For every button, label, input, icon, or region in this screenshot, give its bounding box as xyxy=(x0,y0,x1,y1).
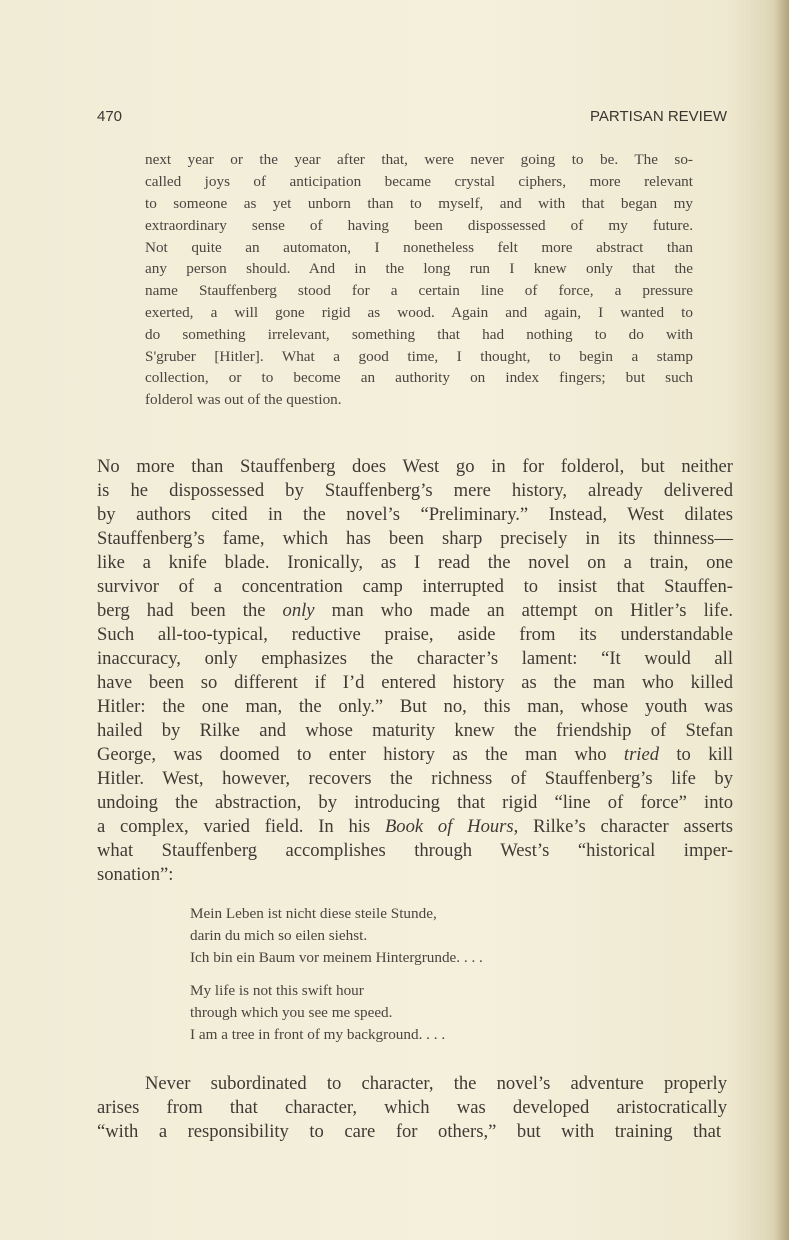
text: berg had been the xyxy=(97,600,283,621)
text-line: Stauffenberg’s fame, which has been sharp precisely in its thinness— xyxy=(97,528,733,549)
text-line: inaccuracy, only emphasizes the character’s lament: “It would all xyxy=(97,648,733,669)
poem-line: through which you see me speed. xyxy=(190,1004,393,1021)
text: man who made an attempt on Hitler’s life. xyxy=(314,600,733,621)
text-line: like a knife blade. Ironically, as I read the novel on a train, one xyxy=(97,552,733,573)
quote-line: to someone as yet unborn than to myself, and with that began my xyxy=(145,195,693,212)
text-line: Such all-too-typical, reductive praise, aside from its understandable xyxy=(97,624,733,645)
text-line: have been so different if I’d entered history as the man who killed xyxy=(97,672,733,693)
running-header: PARTISAN REVIEW xyxy=(590,108,727,125)
book-title: Book of Hours xyxy=(384,816,514,837)
text: George, was doomed to enter history as the man who xyxy=(97,744,624,765)
quote-line: S'gruber [Hitler]. What a good time, I thought, to begin a stamp xyxy=(145,348,693,365)
text: , Rilke’s character asserts xyxy=(513,816,733,837)
text-line: Hitler: the one man, the only.” But no, this man, whose youth was xyxy=(97,696,733,717)
text-line: Hitler. West, however, recovers the richness of Stauffenberg’s life by xyxy=(97,768,733,789)
quote-line: Not quite an automaton, I nonetheless felt more abstract than xyxy=(145,239,693,256)
emphasis: tried xyxy=(623,744,660,765)
quote-line: name Stauffenberg stood for a certain line of force, a pressure xyxy=(145,282,693,299)
quote-line: any person should. And in the long run I knew only that the xyxy=(145,260,693,277)
poem-line: Ich bin ein Baum vor meinem Hintergrunde. . . . xyxy=(190,949,483,966)
text-line: arises from that character, which was developed aristocratically xyxy=(97,1097,727,1118)
text-line: what Stauffenberg accomplishes through West’s “historical imper- xyxy=(97,840,733,861)
quote-line: extraordinary sense of having been dispossessed of my future. xyxy=(145,217,693,234)
quote-line: next year or the year after that, were never going to be. The so- xyxy=(145,151,693,168)
text-line: No more than Stauffenberg does West go in for folderol, but neither xyxy=(97,456,733,477)
text: to kill xyxy=(659,744,733,765)
text-line: undoing the abstraction, by introducing that rigid “line of force” into xyxy=(97,792,733,813)
text-line: by authors cited in the novel’s “Preliminary.” Instead, West dilates xyxy=(97,504,733,525)
text-line: is he dispossessed by Stauffenberg’s mere history, already delivered xyxy=(97,480,733,501)
emphasis: only xyxy=(282,600,315,621)
poem-line: darin du mich so eilen siehst. xyxy=(190,927,368,944)
quote-line: called joys of anticipation became crystal ciphers, more relevant xyxy=(145,173,693,190)
quote-line: do something irrelevant, something that had nothing to do with xyxy=(145,326,693,343)
text-line xyxy=(97,743,733,767)
poem-line: Mein Leben ist nicht diese steile Stunde, xyxy=(190,905,437,922)
page-binding-shadow xyxy=(775,0,789,1240)
text-line: “with a responsibility to care for others,” but with training that xyxy=(97,1121,721,1142)
quote-line: folderol was out of the question. xyxy=(145,391,342,408)
text-line: survivor of a concentration camp interrupted to insist that Stauffen- xyxy=(97,576,733,597)
text-line: Never subordinated to character, the novel’s adventure properly xyxy=(145,1073,727,1094)
text-line xyxy=(97,599,733,623)
quote-line: collection, or to become an authority on index fingers; but such xyxy=(145,369,693,386)
poem-line: I am a tree in front of my background. . . . xyxy=(190,1026,446,1043)
text: a complex, varied field. In his xyxy=(97,816,385,837)
poem-line: My life is not this swift hour xyxy=(190,982,364,999)
text-line xyxy=(97,815,733,839)
text-line: sonation”: xyxy=(97,864,174,885)
quote-line: exerted, a will gone rigid as wood. Again and again, I wanted to xyxy=(145,304,693,321)
text-line: hailed by Rilke and whose maturity knew the friendship of Stefan xyxy=(97,720,733,741)
page-number: 470 xyxy=(97,108,123,125)
